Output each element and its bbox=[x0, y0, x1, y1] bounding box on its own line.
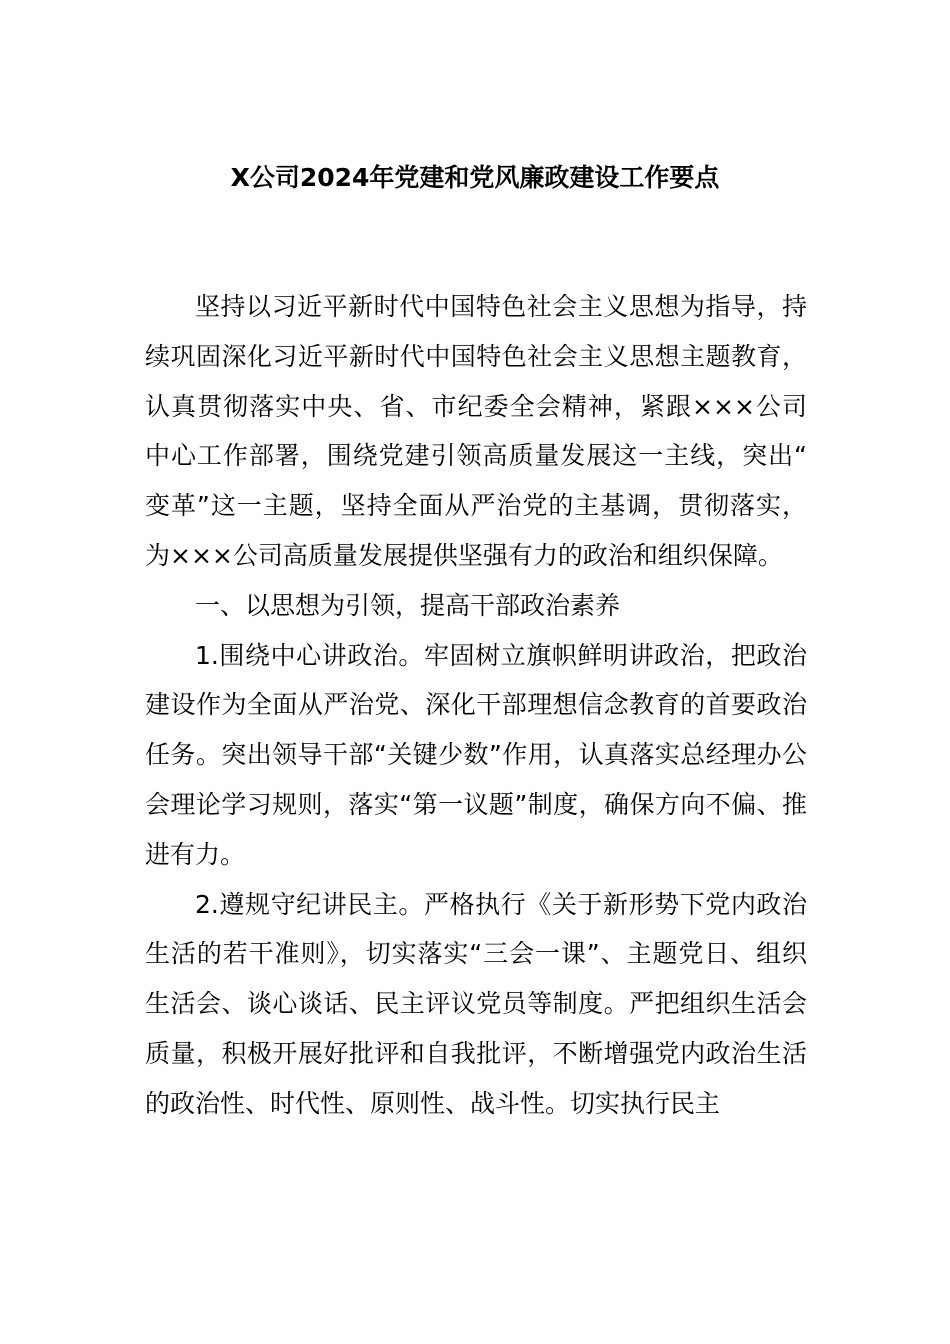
body-paragraph: 1.围绕中心讲政治。牢固树立旗帜鲜明讲政治，把政治建设作为全面从严治党、深化干部理想信念教育的首要政治任务。突出领导干部“关键少数”作用，认真落实总经理办公会理论学习规则，落实“第一议题”制度，确保方向不偏、推进有力。 bbox=[145, 640, 807, 869]
intro-paragraph: 坚持以习近平新时代中国特色社会主义思想为指导，持续巩固深化习近平新时代中国特色社会主义思想主题教育，认真贯彻落实中央、省、市纪委全会精神，紧跟×××公司中心工作部署，围绕党建引领高质量发展这一主线，突出“变革”这一主题，坚持全面从严治党的主基调，贯彻落实，为×××公司高质量发展提供坚强有力的政治和组织保障。 bbox=[145, 292, 807, 570]
body-paragraph: 2.遵规守纪讲民主。严格执行《关于新形势下党内政治生活的若干准则》，切实落实“三会一课”、主题党日、组织生活会、谈心谈话、民主评议党员等制度。严把组织生活会质量，积极开展好批评和自我批评，不断增强党内政治生活的政治性、时代性、原则性、战斗性。切实执行民主 bbox=[145, 889, 807, 1118]
section-heading: 一、以思想为引领，提高干部政治素养 bbox=[195, 590, 621, 620]
document-title: X公司2024年党建和党风廉政建设工作要点 bbox=[230, 163, 720, 192]
document-body bbox=[145, 282, 807, 1129]
